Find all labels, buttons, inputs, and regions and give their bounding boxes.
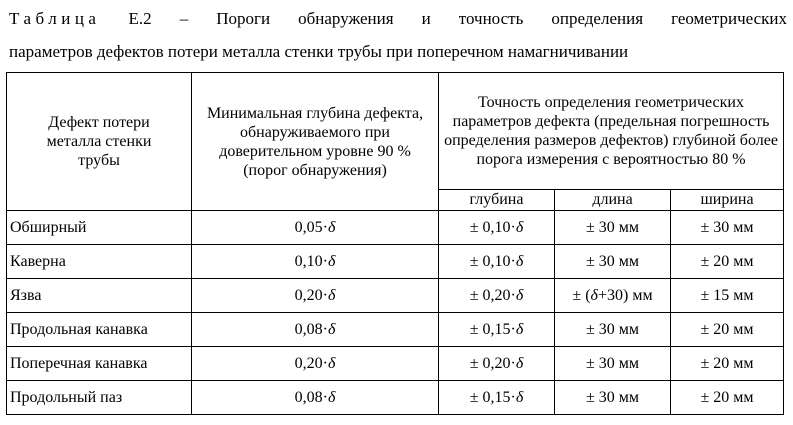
depth-accuracy-value: ± 0,15· bbox=[469, 388, 516, 406]
defect-name: Обширный bbox=[10, 218, 87, 236]
depth-accuracy-value: ± 0,10· bbox=[469, 218, 516, 236]
table-row bbox=[7, 245, 784, 279]
length-accuracy-value: ± 30 мм bbox=[585, 320, 640, 338]
defect-name-cell bbox=[7, 347, 192, 381]
length-accuracy-cell bbox=[555, 211, 671, 245]
width-accuracy-value: ± 20 мм bbox=[700, 354, 754, 372]
delta-symbol: δ bbox=[515, 252, 524, 270]
depth-accuracy-cell bbox=[439, 313, 555, 347]
threshold-cell bbox=[192, 347, 439, 381]
delta-symbol: δ bbox=[515, 286, 524, 304]
length-accuracy-value: ± 30 мм bbox=[585, 388, 640, 406]
width-accuracy-value: ± 20 мм bbox=[700, 320, 754, 338]
header-defect: Дефект потери металла стенки трубы bbox=[7, 73, 192, 211]
defect-name: Каверна bbox=[10, 252, 66, 270]
delta-symbol: δ bbox=[327, 286, 336, 304]
caption-line-1 bbox=[9, 2, 787, 35]
threshold-cell bbox=[192, 245, 439, 279]
width-accuracy-value: ± 20 мм bbox=[700, 252, 754, 270]
table-row bbox=[7, 279, 784, 313]
length-accuracy-value: ± 30 мм bbox=[585, 218, 640, 236]
defect-name-cell bbox=[7, 381, 192, 415]
width-accuracy-cell bbox=[671, 245, 784, 279]
table-caption bbox=[9, 2, 787, 68]
width-accuracy-cell bbox=[671, 381, 784, 415]
delta-symbol: δ bbox=[327, 354, 336, 372]
caption-label: Таблица bbox=[9, 9, 101, 28]
length-accuracy-value: ± 30 мм bbox=[585, 354, 640, 372]
defect-name-cell bbox=[7, 313, 192, 347]
threshold-value: 0,08· bbox=[294, 388, 328, 406]
defect-name-cell bbox=[7, 245, 192, 279]
table-row bbox=[7, 211, 784, 245]
width-accuracy-cell bbox=[671, 313, 784, 347]
depth-accuracy-cell bbox=[439, 347, 555, 381]
caption-title-line-1: Пороги обнаружения и точность определения геометрических bbox=[216, 9, 787, 28]
threshold-value: 0,05· bbox=[294, 218, 328, 236]
depth-accuracy-value: ± 0,20· bbox=[469, 354, 516, 372]
header-accuracy: Точность определения геометрических параметров дефекта (предельная погрешность определения размеров дефектов) глубиной более порога измерения с вероятностью 80 % bbox=[439, 73, 784, 190]
depth-accuracy-value: ± 0,10· bbox=[469, 252, 516, 270]
header-length: длина bbox=[555, 190, 671, 211]
table-row bbox=[7, 347, 784, 381]
length-accuracy-cell bbox=[555, 279, 671, 313]
defect-name: Поперечная канавка bbox=[10, 354, 148, 372]
length-prefix: ± ( bbox=[572, 286, 591, 304]
delta-symbol: δ bbox=[327, 218, 336, 236]
length-suffix: +30) мм bbox=[597, 286, 653, 304]
delta-symbol: δ bbox=[515, 354, 524, 372]
length-accuracy-cell bbox=[555, 381, 671, 415]
header-depth: глубина bbox=[439, 190, 555, 211]
caption-number: Е.2 bbox=[128, 9, 152, 28]
length-accuracy-cell bbox=[555, 245, 671, 279]
width-accuracy-value: ± 15 мм bbox=[700, 286, 754, 304]
width-accuracy-cell bbox=[671, 279, 784, 313]
delta-symbol: δ bbox=[327, 320, 336, 338]
header-row bbox=[7, 73, 784, 190]
width-accuracy-value: ± 20 мм bbox=[700, 388, 754, 406]
width-accuracy-value: ± 30 мм bbox=[700, 218, 754, 236]
length-accuracy-value: ± 30 мм bbox=[585, 252, 640, 270]
defect-name-cell bbox=[7, 211, 192, 245]
length-accuracy-cell bbox=[555, 313, 671, 347]
table-row bbox=[7, 381, 784, 415]
depth-accuracy-cell bbox=[439, 211, 555, 245]
depth-accuracy-value: ± 0,20· bbox=[469, 286, 516, 304]
depth-accuracy-cell bbox=[439, 245, 555, 279]
depth-accuracy-cell bbox=[439, 279, 555, 313]
caption-dash: – bbox=[179, 9, 189, 28]
width-accuracy-cell bbox=[671, 347, 784, 381]
header-width: ширина bbox=[671, 190, 784, 211]
defect-table bbox=[6, 72, 784, 415]
defect-name-cell bbox=[7, 279, 192, 313]
threshold-value: 0,10· bbox=[294, 252, 328, 270]
threshold-cell bbox=[192, 279, 439, 313]
width-accuracy-cell bbox=[671, 211, 784, 245]
defect-name: Язва bbox=[10, 286, 42, 304]
delta-symbol: δ bbox=[515, 388, 524, 406]
threshold-value: 0,20· bbox=[294, 354, 328, 372]
table-body bbox=[7, 211, 784, 415]
threshold-value: 0,08· bbox=[294, 320, 328, 338]
threshold-cell bbox=[192, 313, 439, 347]
caption-title-line-2: параметров дефектов потери металла стенки трубы при поперечном намагничивании bbox=[9, 42, 629, 61]
defect-name: Продольный паз bbox=[10, 388, 123, 406]
table-row bbox=[7, 313, 784, 347]
defect-name: Продольная канавка bbox=[10, 320, 148, 338]
threshold-cell bbox=[192, 381, 439, 415]
header-min-depth: Минимальная глубина дефекта, обнаруживаемого при доверительном уровне 90 % (порог обнаружения) bbox=[192, 73, 439, 211]
delta-symbol: δ bbox=[515, 218, 524, 236]
delta-symbol: δ bbox=[515, 320, 524, 338]
threshold-value: 0,20· bbox=[294, 286, 328, 304]
delta-symbol: δ bbox=[327, 252, 336, 270]
delta-symbol: δ bbox=[590, 286, 598, 304]
threshold-cell bbox=[192, 211, 439, 245]
depth-accuracy-cell bbox=[439, 381, 555, 415]
delta-symbol: δ bbox=[327, 388, 336, 406]
length-accuracy-cell bbox=[555, 347, 671, 381]
depth-accuracy-value: ± 0,15· bbox=[469, 320, 516, 338]
